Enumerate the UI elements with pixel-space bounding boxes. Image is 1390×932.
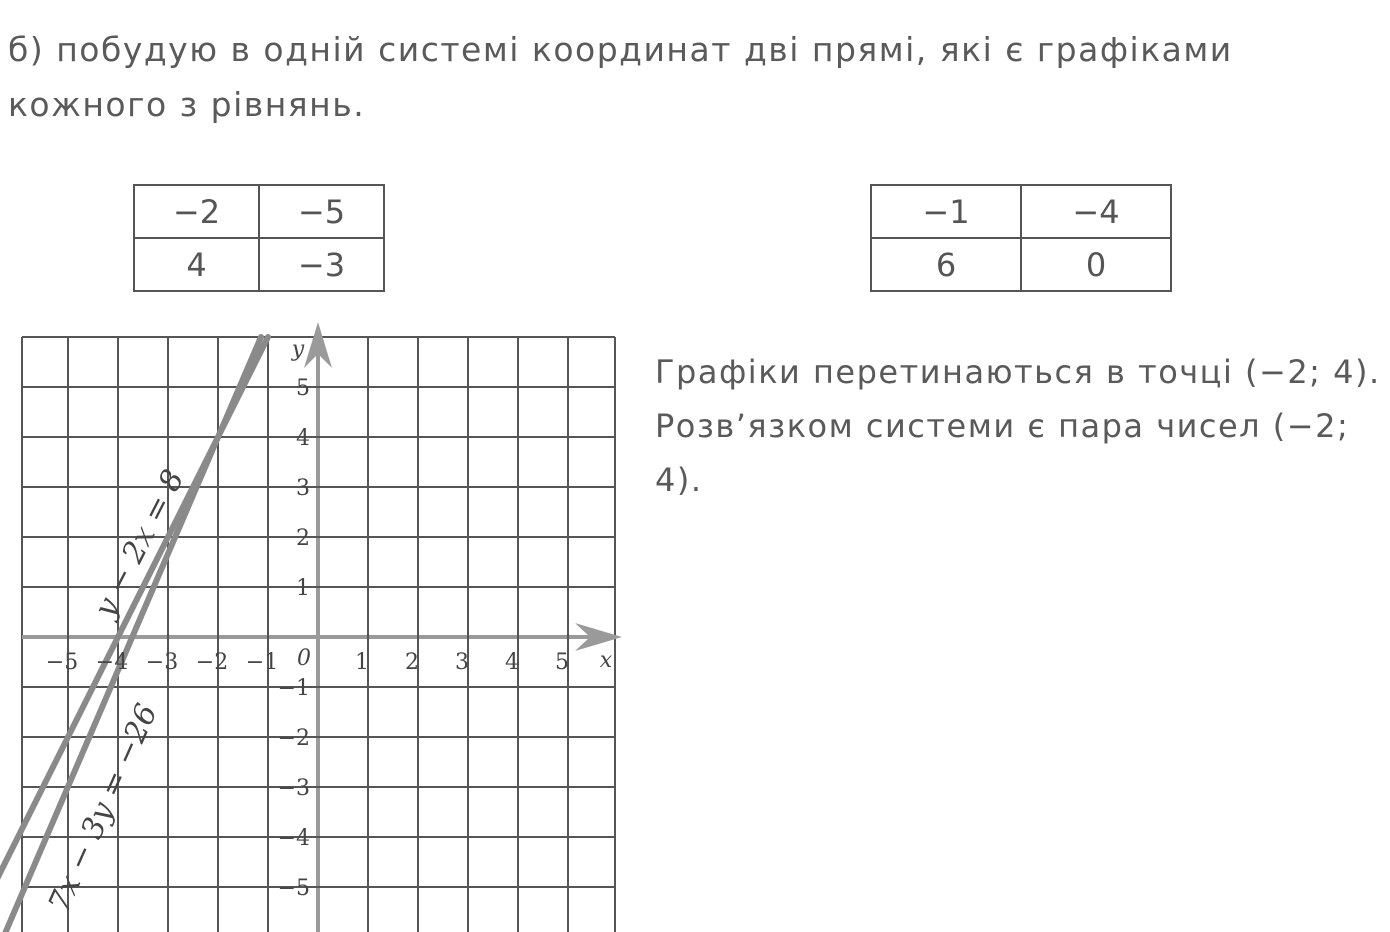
x-tick-label: −3 [145, 650, 179, 675]
graph-line-equation-2 [4, 337, 262, 932]
answer-text: Графіки перетинаються в точці (−2; 4). Розв’язком системи є пара чисел (−2; 4). [655, 353, 1381, 499]
table-cell: 6 [871, 238, 1021, 291]
y-tick-label: 5 [296, 376, 310, 401]
x-tick-label: 3 [455, 650, 469, 675]
y-tick-label: 2 [296, 526, 310, 551]
y-tick-label: −2 [277, 726, 310, 751]
x-tick-label: −2 [195, 650, 229, 675]
table-row [134, 185, 384, 238]
equation-label-2: 7x − 3y = −26 [41, 698, 165, 918]
y-axis-label: y [291, 337, 305, 362]
table-cell: −1 [871, 185, 1021, 238]
table-cell: 0 [1021, 238, 1171, 291]
y-tick-label: −5 [277, 876, 310, 901]
y-tick-label: −1 [277, 676, 310, 701]
y-tick-label: −4 [277, 826, 310, 851]
equation-label-1: y − 2x = 8 [87, 464, 192, 624]
y-tick-label: 3 [296, 476, 310, 501]
coordinate-graph [0, 320, 640, 932]
x-tick-label: −4 [95, 650, 129, 675]
table-row [871, 238, 1171, 291]
origin-label: 0 [297, 646, 311, 671]
y-tick-label: 4 [296, 426, 310, 451]
x-tick-label: −1 [245, 650, 279, 675]
table-cell: −2 [134, 185, 259, 238]
task-intro-text: б) побудую в одній системі координат дві прямі, які є графіками кожного з рівнянь. [8, 30, 1233, 124]
table-cell: −5 [259, 185, 384, 238]
x-tick-label: 1 [355, 650, 369, 675]
values-table-equation-1 [133, 184, 385, 292]
tick-labels [42, 337, 613, 917]
x-tick-label: 5 [555, 650, 569, 675]
x-tick-label: −5 [45, 650, 79, 675]
y-tick-label: 1 [296, 576, 310, 601]
table-cell: −3 [259, 238, 384, 291]
table-cell: 4 [134, 238, 259, 291]
x-tick-label: 4 [505, 650, 519, 675]
table-row [871, 185, 1171, 238]
x-axis-label: x [599, 648, 613, 673]
axes [22, 322, 622, 932]
values-table-equation-2 [870, 184, 1172, 292]
y-tick-label: −3 [277, 776, 310, 801]
graph-lines [0, 337, 268, 932]
x-tick-label: 2 [405, 650, 419, 675]
table-row [134, 238, 384, 291]
table-cell: −4 [1021, 185, 1171, 238]
